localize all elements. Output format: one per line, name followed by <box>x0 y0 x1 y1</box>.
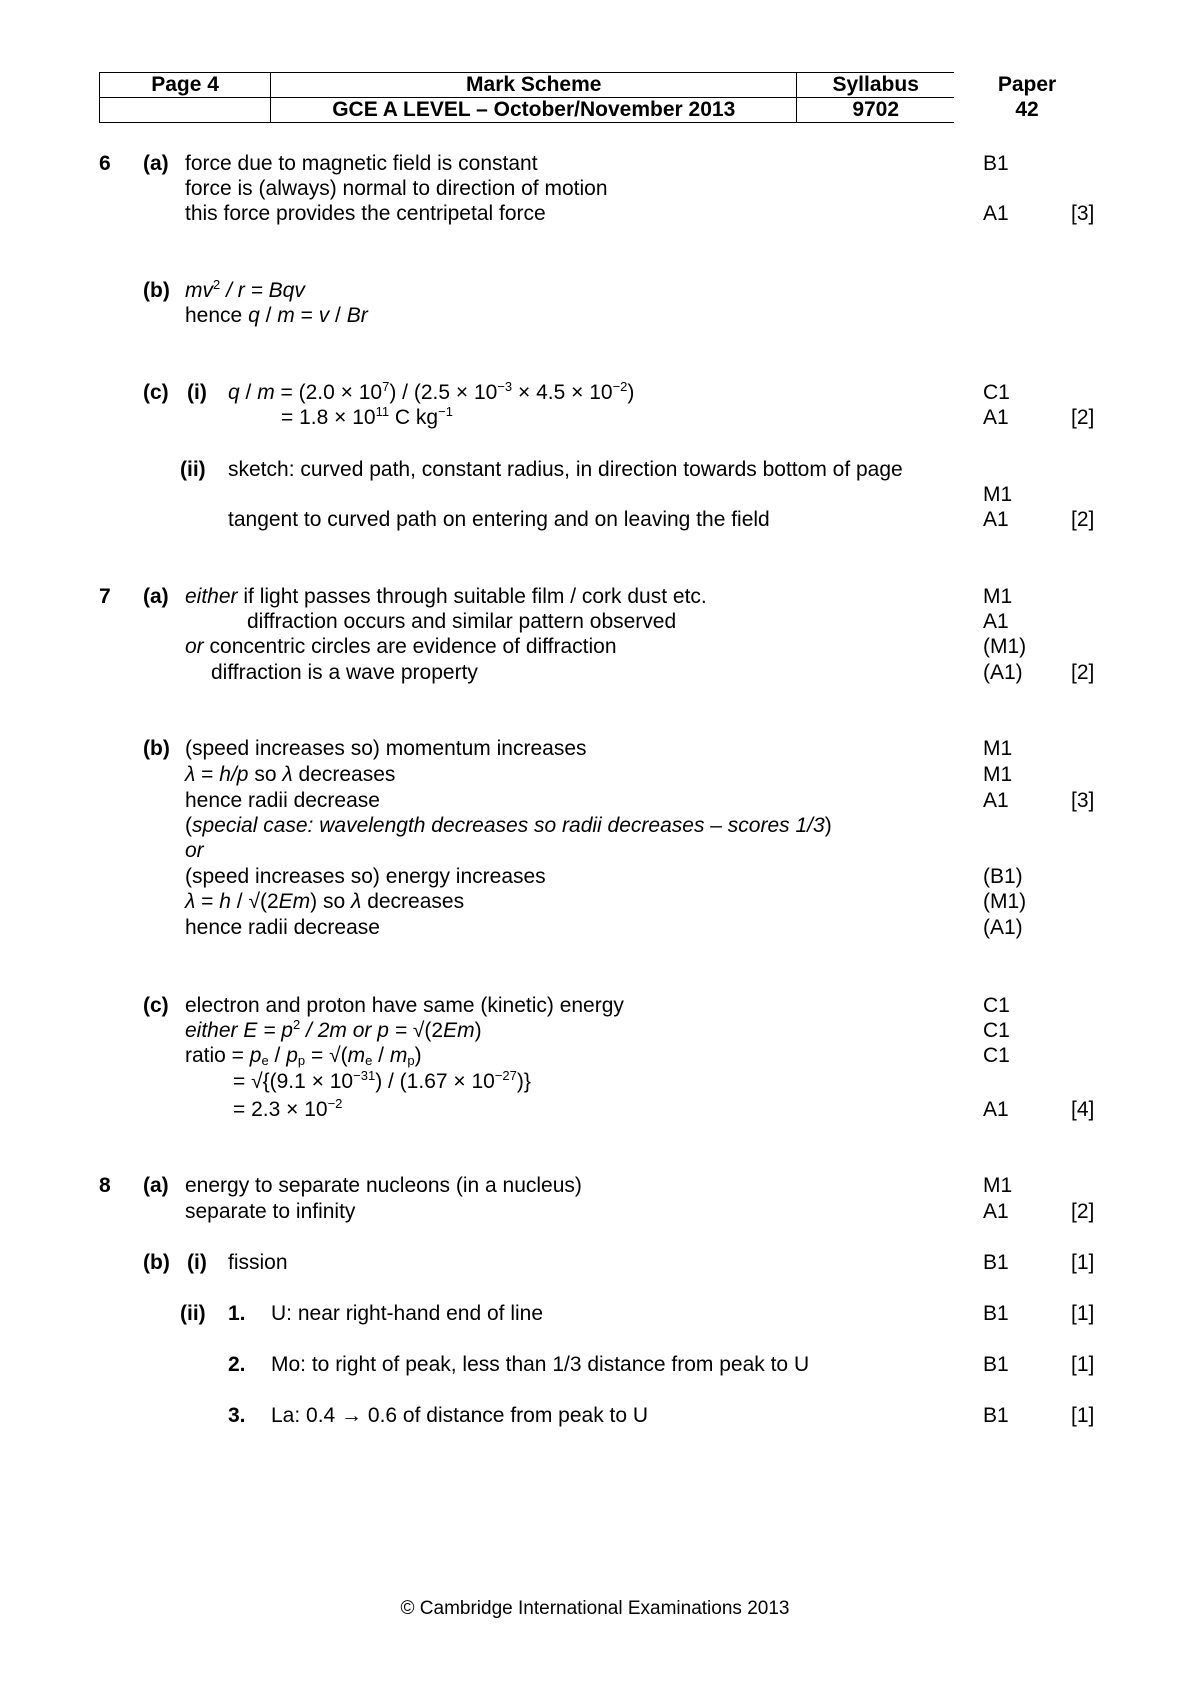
total-q8a: [2] <box>1071 1200 1095 1223</box>
q7c4-t1: = √{(9.1 × 10 <box>233 1070 354 1093</box>
q6b-q: q <box>248 304 260 327</box>
q6ci-t3: × 4.5 × 10 <box>512 381 613 404</box>
q6b-line1 <box>185 278 305 304</box>
q7b-sc-close: ) <box>824 814 832 837</box>
q6b-sup2: 2 <box>213 277 221 292</box>
part-label-7c: (c) <box>143 994 169 1017</box>
q6ci-line2 <box>281 405 453 431</box>
question-number-6: 6 <box>99 152 111 175</box>
q7b-line6: (speed increases so) energy increases <box>185 865 546 888</box>
q6b-eq: = <box>294 304 319 327</box>
total-q6cii: [2] <box>1071 508 1095 531</box>
q7c4-e2: −27 <box>494 1068 517 1083</box>
q8a-line1: energy to separate nucleons (in a nucleus) <box>185 1174 582 1197</box>
q8bii-1: U: near right-hand end of line <box>271 1302 544 1325</box>
q6ci-e1: 7 <box>382 379 390 394</box>
part-label-8bii: (ii) <box>180 1302 206 1325</box>
header-page: Page 4 <box>100 73 271 98</box>
q7b-eq: = <box>195 763 220 786</box>
part-label-7a: (a) <box>143 585 169 608</box>
q6b-mv: mv <box>185 279 213 302</box>
mark-q6cii-1: M1 <box>983 483 1013 506</box>
q6b-v: v <box>318 304 330 327</box>
q7b7-em: Em <box>278 890 311 913</box>
q7c-line1: electron and proton have same (kinetic) energy <box>185 994 624 1017</box>
q7b-or: or <box>185 839 204 862</box>
q7c3-t2: / <box>268 1044 287 1067</box>
q7b-special-case <box>185 813 832 839</box>
mark-q7a-2: A1 <box>983 610 1009 633</box>
q7c2-e: ) <box>474 1019 482 1042</box>
q7b7-root: / √(2 <box>230 890 279 913</box>
total-q8bii-2: [1] <box>1071 1353 1095 1376</box>
q7c3-s3: e <box>365 1053 373 1068</box>
q8a-line2: separate to infinity <box>185 1200 356 1223</box>
q6ci-t1: = (2.0 × 10 <box>274 381 383 404</box>
part-label-6a: (a) <box>143 152 169 175</box>
q7c-line3 <box>185 1043 422 1069</box>
q6a-line2: force is (always) normal to direction of motion <box>185 177 608 200</box>
part-label-6cii: (ii) <box>180 458 206 481</box>
total-q6a: [3] <box>1071 202 1095 225</box>
sub-label-8bii-1: 1. <box>228 1302 246 1325</box>
q7c2-a: either E = p <box>185 1019 293 1042</box>
mark-q6a-1: B1 <box>983 152 1009 175</box>
q6ci-slash: / <box>239 381 258 404</box>
q7c3-s2: p <box>297 1053 306 1068</box>
mark-q7b-2: M1 <box>983 763 1013 786</box>
q7b7-lambda2: λ <box>351 890 362 913</box>
q7a-line1-rest: if light passes through suitable film / cork dust etc. <box>237 585 707 608</box>
mark-q7a-1: M1 <box>983 585 1013 608</box>
q7b7-so: ) so <box>310 890 352 913</box>
mark-q7b-6: (B1) <box>983 865 1023 888</box>
total-q7b: [3] <box>1071 789 1095 812</box>
mark-q7b-8: (A1) <box>983 916 1023 939</box>
q6ci-line1 <box>228 380 634 406</box>
footer-copyright: © Cambridge International Examinations 2013 <box>400 1598 790 1619</box>
mark-q8bii-2: B1 <box>983 1353 1009 1376</box>
q8bi-answer: fission <box>228 1251 288 1274</box>
q6b-hence: hence <box>185 304 249 327</box>
header-empty-cell <box>100 98 271 123</box>
q6cii-line2: tangent to curved path on entering and on leaving the field <box>228 508 770 531</box>
header-exam: GCE A LEVEL – October/November 2013 <box>271 98 797 123</box>
q7c2-d: Em <box>443 1019 475 1042</box>
q7b-sc-open: ( <box>185 814 192 837</box>
q6b-slash2: / <box>329 304 347 327</box>
mark-q6cii-2: A1 <box>983 508 1009 531</box>
q7b-line3: hence radii decrease <box>185 789 380 812</box>
q7a-line1 <box>185 584 707 610</box>
mark-q8bii-3: B1 <box>983 1404 1009 1427</box>
q7c3-p1: p <box>249 1044 262 1067</box>
q7c5-e1: −2 <box>327 1096 343 1111</box>
q7b7-h: h <box>219 890 231 913</box>
question-number-8: 8 <box>99 1174 111 1197</box>
total-q6ci: [2] <box>1071 406 1095 429</box>
q7b-line8: hence radii decrease <box>185 916 380 939</box>
header-paper <box>972 72 1082 122</box>
mark-q7b-3: A1 <box>983 789 1009 812</box>
part-label-6ci: (i) <box>187 381 207 404</box>
q7c3-m2: m <box>389 1044 408 1067</box>
q6ci-e3: −2 <box>612 379 628 394</box>
q7b7-decreases: decreases <box>361 890 465 913</box>
total-q8bii-3: [1] <box>1071 1404 1095 1427</box>
q7c3-t3: = √( <box>305 1044 348 1067</box>
header-paper-label: Paper <box>997 73 1057 96</box>
mark-q7c-3: C1 <box>983 1044 1010 1067</box>
q8bii-2: Mo: to right of peak, less than 1/3 distance from peak to U <box>271 1353 810 1376</box>
q7b-decreases: decreases <box>292 763 396 786</box>
q7a-line4: diffraction is a wave property <box>211 661 478 684</box>
q7c3-t4: / <box>372 1044 390 1067</box>
q7b-line1: (speed increases so) momentum increases <box>185 737 587 760</box>
mark-q7b-7: (M1) <box>983 890 1027 913</box>
q7c-line5 <box>233 1097 342 1123</box>
q6b-line2 <box>185 303 368 329</box>
header-syllabus: 9702 <box>797 98 954 123</box>
header-table <box>99 72 954 123</box>
part-label-8b: (b) <box>143 1251 170 1274</box>
q7b-lambda1: λ <box>185 763 196 786</box>
q7c2-b: / 2m or p = <box>300 1019 413 1042</box>
q7c-line4 <box>233 1069 531 1095</box>
mark-q8bi: B1 <box>983 1251 1009 1274</box>
part-label-6c: (c) <box>143 381 169 404</box>
q6ci-t4: ) <box>627 381 635 404</box>
q6ci2-t2: C kg <box>389 406 439 429</box>
q7c3-p2: p <box>286 1044 298 1067</box>
q7b-line2 <box>185 762 395 788</box>
mark-q6ci-2: A1 <box>983 406 1009 429</box>
q6b-slash1: / <box>259 304 278 327</box>
total-q8bii-1: [1] <box>1071 1302 1095 1325</box>
q6ci-q: q <box>228 381 240 404</box>
q7c4-t3: )} <box>516 1070 531 1093</box>
part-label-7b: (b) <box>143 737 170 760</box>
q6b-br: Br <box>346 304 368 327</box>
q7c4-e1: −31 <box>353 1068 376 1083</box>
q7b-hp: h/p <box>219 763 249 786</box>
q6ci2-e2: −1 <box>438 404 453 419</box>
header-doc: Mark Scheme <box>271 73 797 98</box>
header-syllabus-label: Syllabus <box>797 73 954 98</box>
q7c2-sq: 2 <box>292 1017 301 1032</box>
q6b-rest: / r = Bqv <box>220 279 305 302</box>
q6cii-sketch-text: sketch: curved path, constant radius, in direction towards bottom of page <box>228 458 903 481</box>
q6ci-e2: −3 <box>497 379 513 394</box>
mark-q7a-3: (M1) <box>983 635 1027 658</box>
mark-q8a-2: A1 <box>983 1200 1009 1223</box>
mark-q6a-3: A1 <box>983 202 1009 225</box>
q6ci2-e1: 11 <box>375 404 390 419</box>
q7b7-eq: = <box>195 890 220 913</box>
q7c5-t1: = 2.3 × 10 <box>233 1098 328 1121</box>
q7a-or: or <box>185 635 204 658</box>
mark-q7b-1: M1 <box>983 737 1013 760</box>
mark-q7c-1: C1 <box>983 994 1010 1017</box>
mark-q7c-5: A1 <box>983 1098 1009 1121</box>
q7c3-t5: ) <box>414 1044 422 1067</box>
total-q7a: [2] <box>1071 661 1095 684</box>
header-paper-number: 42 <box>1015 98 1039 121</box>
q7b-sc-text: special case: wavelength decreases so radii decreases – scores 1/3 <box>192 814 825 837</box>
sub-label-8bii-2: 2. <box>228 1353 246 1376</box>
mark-q7a-4: (A1) <box>983 661 1023 684</box>
mark-q8bii-1: B1 <box>983 1302 1009 1325</box>
q6ci2-t1: = 1.8 × 10 <box>281 406 376 429</box>
q7c3-s4: p <box>407 1053 415 1068</box>
sub-label-8bii-3: 3. <box>228 1404 246 1427</box>
q7c3-t1: ratio = <box>185 1044 250 1067</box>
q7a-either: either <box>185 585 238 608</box>
q8bii-3: La: 0.4 → 0.6 of distance from peak to U <box>271 1404 649 1427</box>
total-q8bi: [1] <box>1071 1251 1095 1274</box>
q7a-line3 <box>185 634 617 660</box>
mark-q6ci-1: C1 <box>983 381 1010 404</box>
mark-q7c-2: C1 <box>983 1019 1010 1042</box>
q6a-line3: this force provides the centripetal force <box>185 202 546 225</box>
part-label-6b: (b) <box>143 279 170 302</box>
total-q7c: [4] <box>1071 1098 1095 1121</box>
q7a-line2: diffraction occurs and similar pattern observed <box>247 610 677 633</box>
part-label-8bi: (i) <box>187 1251 207 1274</box>
q7c-line2 <box>185 1018 482 1044</box>
mark-q8a-1: M1 <box>983 1174 1013 1197</box>
q7b-lambda2: λ <box>282 763 293 786</box>
q7c4-t2: ) / (1.67 × 10 <box>375 1070 495 1093</box>
q7c3-s1: e <box>261 1053 269 1068</box>
part-label-8a: (a) <box>143 1174 169 1197</box>
q7c2-c: √(2 <box>412 1019 444 1042</box>
q7a-line3-rest: concentric circles are evidence of diffraction <box>203 635 617 658</box>
q7b7-lambda1: λ <box>185 890 196 913</box>
q6ci-m: m <box>257 381 275 404</box>
q7b-so: so <box>248 763 283 786</box>
q7b-line7 <box>185 889 464 915</box>
q6b-m: m <box>277 304 295 327</box>
question-number-7: 7 <box>99 585 111 608</box>
q6a-line1: force due to magnetic field is constant <box>185 152 538 175</box>
q7c3-m1: m <box>347 1044 366 1067</box>
q6ci-t2: ) / (2.5 × 10 <box>389 381 498 404</box>
